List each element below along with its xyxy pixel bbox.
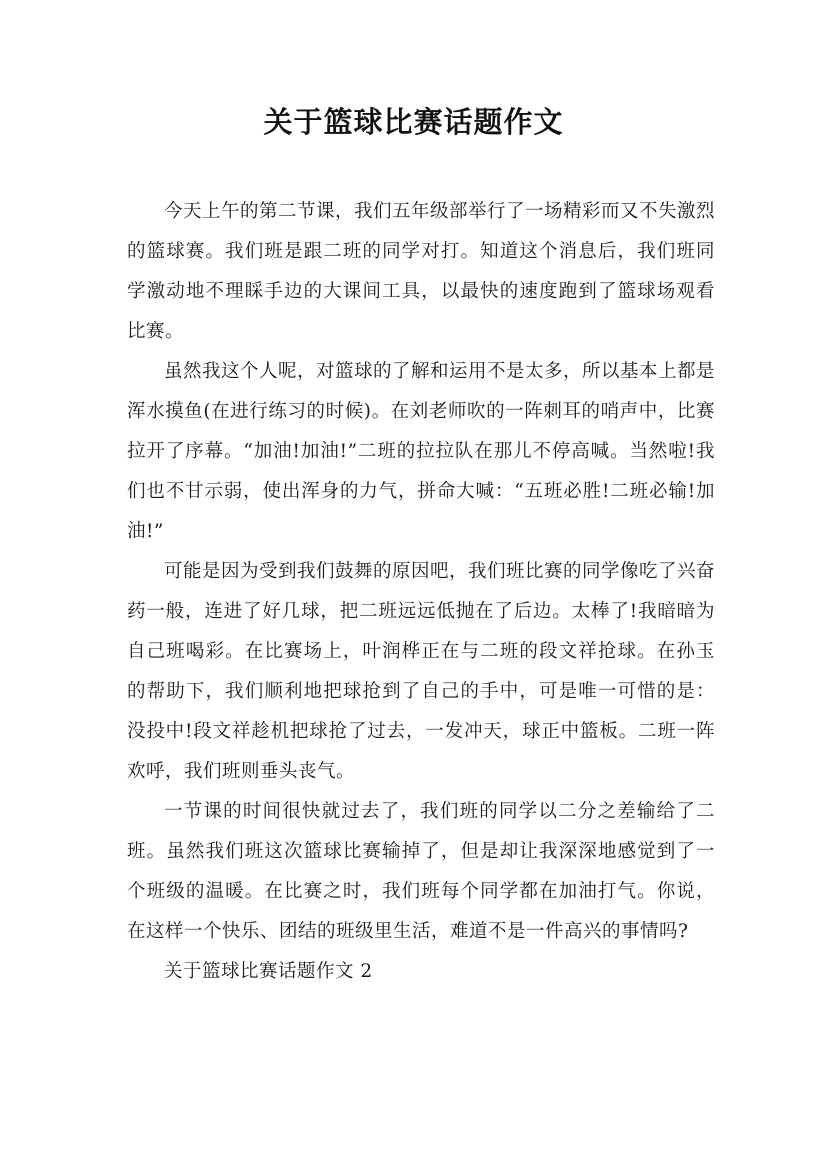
paragraph-3: 可能是因为受到我们鼓舞的原因吧，我们班比赛的同学像吃了兴奋药一般，连进了好几球，把二班远远低抛在了后边。太棒了!我暗暗为自己班喝彩。在比赛场上，叶润桦正在与二班的段文祥抢球。在孙玉的帮助下，我们顺利地把球抢到了自己的手中，可是唯一可惜的是：没投中!段文祥趁机把球抢了过去，一发冲天，球正中篮板。二班一阵欢呼，我们班则垂头丧气。 [127,561,716,782]
document-title: 关于篮球比赛话题作文 [263,105,564,139]
paragraph-4: 一节课的时间很快就过去了，我们班的同学以二分之差输给了二班。虽然我们班这次篮球比赛输掉了，但是却让我深深地感觉到了一个班级的温暖。在比赛之时，我们班每个同学都在加油打气。你说，在这样一个快乐、团结的班级里生活，难道不是一件高兴的事情吗? [127,801,715,942]
document-body [127,192,715,992]
next-essay-heading: 关于篮球比赛话题作文 2 [164,961,373,982]
paragraph-2: 虽然我这个人呢，对篮球的了解和运用不是太多，所以基本上都是浑水摸鱼(在进行练习的时候)。在刘老师吹的一阵刺耳的哨声中，比赛拉开了序幕。“加油!加油!”二班的拉拉队在那儿不停高喊。当然啦!我们也不甘示弱，使出浑身的力气，拼命大喊：“五班必胜!二班必输!加油!” [127,361,716,542]
paragraph-1: 今天上午的第二节课，我们五年级部举行了一场精彩而又不失激烈的篮球赛。我们班是跟二班的同学对打。知道这个消息后，我们班同学激动地不理睬手边的大课间工具，以最快的速度跑到了篮球场观看比赛。 [127,201,716,342]
